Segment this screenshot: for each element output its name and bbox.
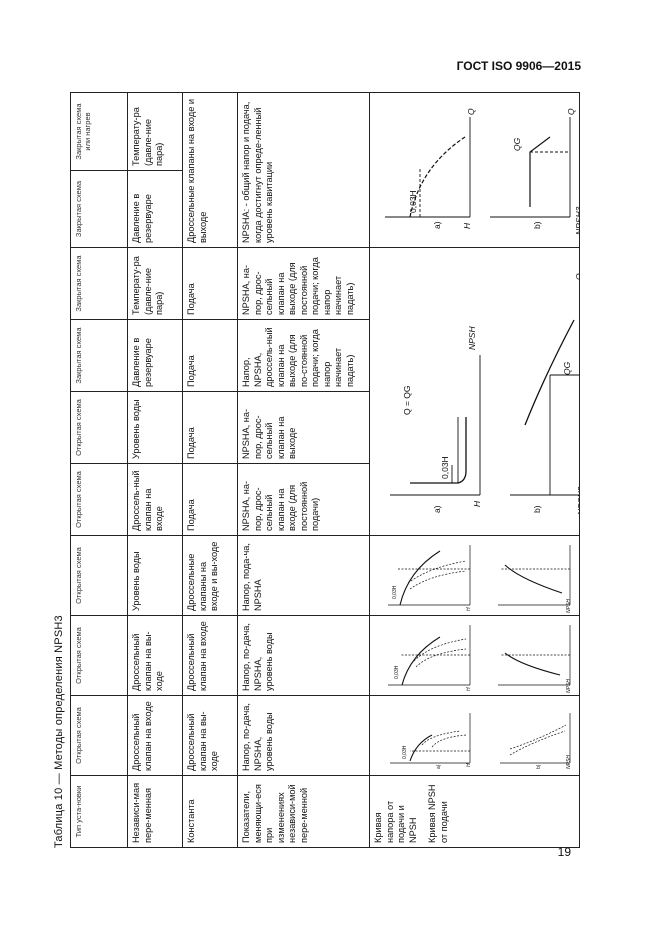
cell: Дроссельный клапан на входе [183, 616, 238, 696]
curve-label-npsh: Кривая NPSH от подачи [427, 784, 449, 843]
header-open-4: Открытая схема [71, 464, 128, 536]
rotated-content [48, 93, 586, 848]
cell: Подача [183, 320, 238, 392]
cell: Подача [183, 392, 238, 464]
figure-method-3 [370, 536, 580, 616]
page-number: 19 [557, 845, 571, 859]
figure-cell-large [370, 248, 586, 536]
axis-label-h: H [462, 222, 472, 229]
cell: Подача [183, 464, 238, 536]
axis-label-h: H [466, 607, 472, 611]
row-independent [128, 93, 183, 848]
cell: NPSHA, на-пор, дрос-сельный клапан на выходе (для постоянной подачи; когда напор начинает падать) [238, 248, 370, 320]
sub-b-label: b) [532, 221, 542, 229]
label-003h: 0,03H [402, 745, 408, 759]
header-open-3: Открытая схема [71, 536, 128, 616]
axis-label-npsh3: NPSH3 [576, 486, 586, 515]
cell: Напор, NPSHA, дроссель-ный клапан на выходе (для по-стоянной подачи; когда напор начинает падать) [238, 320, 370, 392]
table-caption: Таблица 10 — Методы определения NPSH3 [53, 615, 65, 848]
label-qg: QG [512, 137, 522, 151]
cell: Уровень воды [128, 536, 183, 616]
row-label-constant: Константа [183, 776, 238, 848]
header-closed-1: Закрытая схема [71, 320, 128, 392]
cell: Дроссельный клапан на входе [128, 696, 183, 776]
axis-label-h: H [466, 763, 472, 767]
header-closed-or-heat: Закрытая схема или нагрев [71, 93, 128, 171]
figure-cavitation-level [370, 93, 584, 248]
axis-label-npsh: NPSH [566, 599, 572, 613]
rotated-table-area [48, 93, 586, 848]
cell: Напор, по-дача, NPSHA, уровень воды [238, 696, 370, 776]
row-label-curves [370, 776, 580, 848]
document-header: ГОСТ ISO 9906—2015 [456, 59, 581, 73]
header-closed-2: Закрытая схема [71, 248, 128, 320]
figure-constant-flow [370, 248, 586, 536]
cell: Дроссельный клапан на вы-ходе [183, 696, 238, 776]
axis-label-q: Q [466, 108, 476, 115]
figure-method-2 [370, 616, 580, 696]
header-open-2: Открытая схема [71, 616, 128, 696]
label-003h: 0,03H [408, 190, 418, 213]
cell: Дроссельные клапаны на входе и выходе [183, 93, 238, 248]
cell: Давление в резервуаре [128, 171, 183, 248]
axis-label-q: Q [566, 108, 576, 115]
header-closed-3: Закрытая схема [71, 171, 128, 248]
figure-method-1 [370, 696, 580, 776]
row-label-independent: Независи-мая пере-менная [128, 776, 183, 848]
row-curves [370, 93, 580, 848]
cell: Дроссельные клапаны на входе и вы-ходе [183, 536, 238, 616]
figure-cell-1 [370, 696, 580, 776]
header-open-1: Открытая схема [71, 696, 128, 776]
cell: NPSHA: - общий напор и подача, когда достигнут опреде-ленный уровень кавитации [238, 93, 370, 248]
label-003h: 0,03H [394, 665, 400, 679]
axis-label-npsh3: NPSH3 [574, 206, 584, 235]
figure-cell-3 [370, 536, 580, 616]
axis-label-h: H [466, 687, 472, 691]
npsh3-methods-table [70, 92, 586, 848]
label-003h: 0,03H [440, 456, 450, 479]
cell: Дроссель-ный клапан на входе [128, 464, 183, 536]
sub-b-label: b) [536, 764, 542, 769]
axis-label-npsh: NPSH [566, 755, 572, 769]
cell: NPSHA, на-пор, дрос-сельный клапан на выходе [238, 392, 370, 464]
row-label-varying: Показатели, меняющи-еся при изменениях независи-мой пере-менной [238, 776, 370, 848]
table-header-row [71, 93, 128, 848]
header-type: Тип уста-новки [71, 776, 128, 848]
sub-a-label: a) [432, 221, 442, 229]
figure-cell-right [370, 93, 584, 248]
cell: Температу-ра (давле-ние пара) [128, 248, 183, 320]
sub-a-label: a) [436, 764, 442, 769]
figure-cell-2 [370, 616, 580, 696]
axis-label-q: Q [574, 273, 584, 280]
cell: Напор, пода-ча, NPSHA [238, 536, 370, 616]
cell: Дроссельный клапан на вы-ходе [128, 616, 183, 696]
cell: Температу-ра (давле-ние пара) [128, 93, 183, 171]
axis-label-h: H [472, 500, 482, 507]
cell: NPSHA, на-пор, дрос-сельный клапан на входе (для постоянной подачи) [238, 464, 370, 536]
label-qg: QG [562, 361, 572, 375]
axis-label-npsh: NPSH [467, 326, 477, 350]
sub-a-label: a) [432, 505, 442, 513]
axis-label-npsh: NPSH [566, 679, 572, 693]
cell: Давление в резервуаре [128, 320, 183, 392]
sub-b-label: b) [532, 505, 542, 513]
curve-label-head: Кривая напора от подачи и NPSH [373, 800, 418, 843]
cell: Напор, по-дача, NPSHA, уровень воды [238, 616, 370, 696]
label-003h: 0,03H [392, 585, 398, 599]
cell: Уровень воды [128, 392, 183, 464]
row-constant [183, 93, 238, 848]
label-q-equals-qg: Q = QG [402, 385, 412, 415]
cell: Подача [183, 248, 238, 320]
header-open-5: Открытая схема [71, 392, 128, 464]
row-varying [238, 93, 370, 848]
